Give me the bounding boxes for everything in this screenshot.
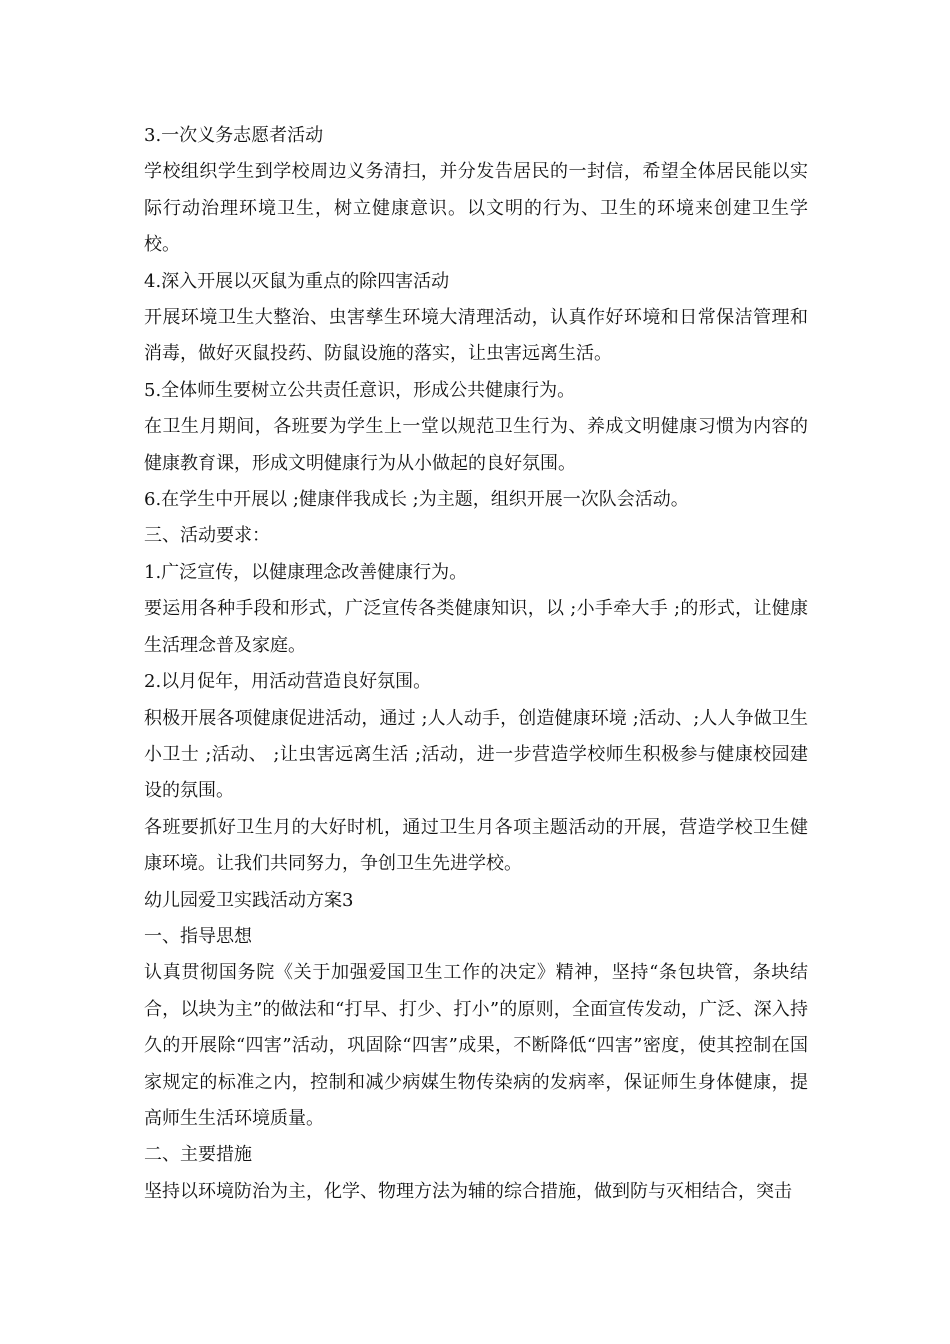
section-heading-guiding-ideology: 一、指导思想 (144, 925, 252, 947)
paragraph-publicity: 要运用各种手段和形式，广泛宣传各类健康知识，以 ;小手牵大手 ;的形式，让健康生活理念普及家庭。 (144, 598, 808, 656)
heading-volunteer-activity: 3.一次义务志愿者活动 (144, 125, 324, 146)
paragraph-health-activities: 积极开展各项健康促进活动，通过 ;人人动手，创造健康环境 ;活动、;人人争做卫生小卫士 ;活动、 ;让虫害远离生活 ;活动，进一步营造学校师生积极参与健康校园建设的氛围。 (144, 707, 808, 802)
heading-pest-control-activity: 4.深入开展以灭鼠为重点的除四害活动 (144, 270, 450, 292)
heading-class-meeting: 6.在学生中开展以 ;健康伴我成长 ;为主题，组织开展一次队会活动。 (144, 489, 689, 511)
paragraph-class-engagement: 各班要抓好卫生月的大好时机，通过卫生月各项主题活动的开展，营造学校卫生健康环境。让我们共同努力，争创卫生先进学校。 (144, 816, 808, 875)
heading-publicity: 1.广泛宣传，以健康理念改善健康行为。 (144, 561, 468, 583)
paragraph-guiding-ideology: 认真贯彻国务院《关于加强爱国卫生工作的决定》精神，坚持“条包块管，条块结合，以块为主”的做法和“打早、打少、打小”的原则，全面宣传发动，广泛、深入持久的开展除“四害”活动，巩固除“四害”成果，不断降低“四害”密度，使其控制在国家规定的标准之内，控制和减少病媒生物传染病的发病率，保证师生身体健康，提高师生生活环境质量。 (144, 962, 808, 1129)
heading-monthly-promotion: 2.以月促年，用活动营造良好氛围。 (144, 671, 432, 693)
paragraph-health-education: 在卫生月期间，各班要为学生上一堂以规范卫生行为、养成文明健康习惯为内容的健康教育课，形成文明健康行为从小做起的良好氛围。 (144, 416, 808, 474)
heading-public-responsibility: 5.全体师生要树立公共责任意识，形成公共健康行为。 (144, 379, 576, 401)
paragraph-main-measures: 坚持以环境防治为主，化学、物理方法为辅的综合措施，做到防与灭相结合，突击 (144, 1180, 792, 1202)
paragraph-volunteer-activity: 学校组织学生到学校周边义务清扫，并分发告居民的一封信，希望全体居民能以实际行动治理环境卫生，树立健康意识。以文明的行为、卫生的环境来创建卫生学校。 (144, 161, 808, 256)
section-heading-requirements: 三、活动要求： (144, 525, 270, 547)
section-heading-main-measures: 二、主要措施 (144, 1144, 252, 1166)
paragraph-pest-control-activity: 开展环境卫生大整治、虫害孳生环境大清理活动，认真作好环境和日常保洁管理和消毒，做好灭鼠投药、防鼠设施的落实，让虫害远离生活。 (144, 307, 808, 365)
plan-title-3: 幼儿园爱卫实践活动方案3 (144, 889, 354, 911)
document-body (144, 118, 808, 1210)
